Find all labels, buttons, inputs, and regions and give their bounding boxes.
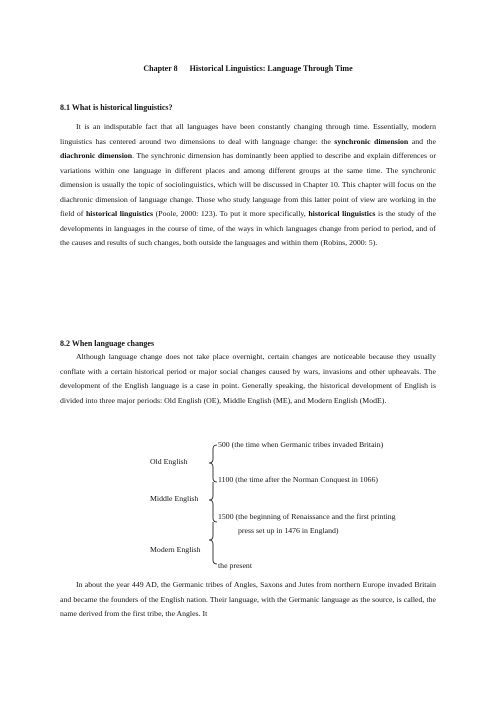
- section-heading-8-2: 8.2 When language changes: [60, 339, 155, 348]
- chapter-title: Chapter 8 Historical Linguistics: Language Through Time: [143, 64, 353, 73]
- text-run: It is an indisputable fact that all languages have been constantly changing through time. Essentially, modern linguistics has centered around two dimensions to deal with language change: the: [60, 122, 436, 146]
- timeline-period-middle-english: Middle English: [150, 494, 199, 503]
- timeline-date-1500: 1500 (the beginning of Renaissance and the first printing: [218, 512, 396, 521]
- timeline-date-present: the present: [218, 561, 252, 570]
- bold-term: historical linguistics: [308, 209, 376, 218]
- bold-term: synchronic dimension: [334, 136, 409, 146]
- bold-term: historical linguistics: [85, 209, 154, 218]
- timeline-date-500: 500 (the time when Germanic tribes invaded Britain): [218, 440, 384, 449]
- section-8-2-paragraph-2: In about the year 449 AD, the Germanic tribes of Angles, Saxons and Jutes from northern Europe invaded Britain and became the founders of the English nation. Their language, with the Germanic language as the source, is called, the name derived from the first tribe, the Angles. It: [60, 580, 436, 618]
- text-run: is the study of the developments in languages in the course of time, of the ways in which languages change from period to period, and of the causes and results of such changes, both outside the languages and within them (Robins, 2000: 5).: [60, 209, 437, 247]
- text-run: and the: [408, 136, 436, 146]
- text-run: . The synchronic dimension has dominantly been applied to describe and explain differences or variations within one language in different places and among different groups at the same time. The synchronic dimension is usually the topic of sociolinguistics, which will be discussed in Chapter 10. This chapter will focus on the diachronic dimension of language change. Those who study language from this latter point of view are working in the field of: [60, 151, 436, 218]
- text-run: (Poole, 2000: 123). To put it more specifically,: [153, 209, 309, 218]
- timeline-date-1500-continued: press set up in 1476 in England): [238, 526, 339, 535]
- bold-term: diachronic dimension: [60, 151, 133, 160]
- section-heading-8-1: 8.1 What is historical linguistics?: [60, 103, 173, 112]
- timeline-period-old-english: Old English: [150, 457, 188, 466]
- section-8-2-paragraph: Although language change does not take place overnight, certain changes are noticeable because they usually conflate with a certain historical period or major social changes caused by wars, invasions and other upheavals. The development of the English language is a case in point. Generally speaking, the historical development of English is divided into three major periods: Old English (OE), Middle English (ME), and Modern English (ModE).: [60, 352, 436, 405]
- timeline-date-1100: 1100 (the time after the Norman Conquest in 1066): [218, 475, 378, 484]
- timeline-period-modern-english: Modern English: [150, 545, 201, 554]
